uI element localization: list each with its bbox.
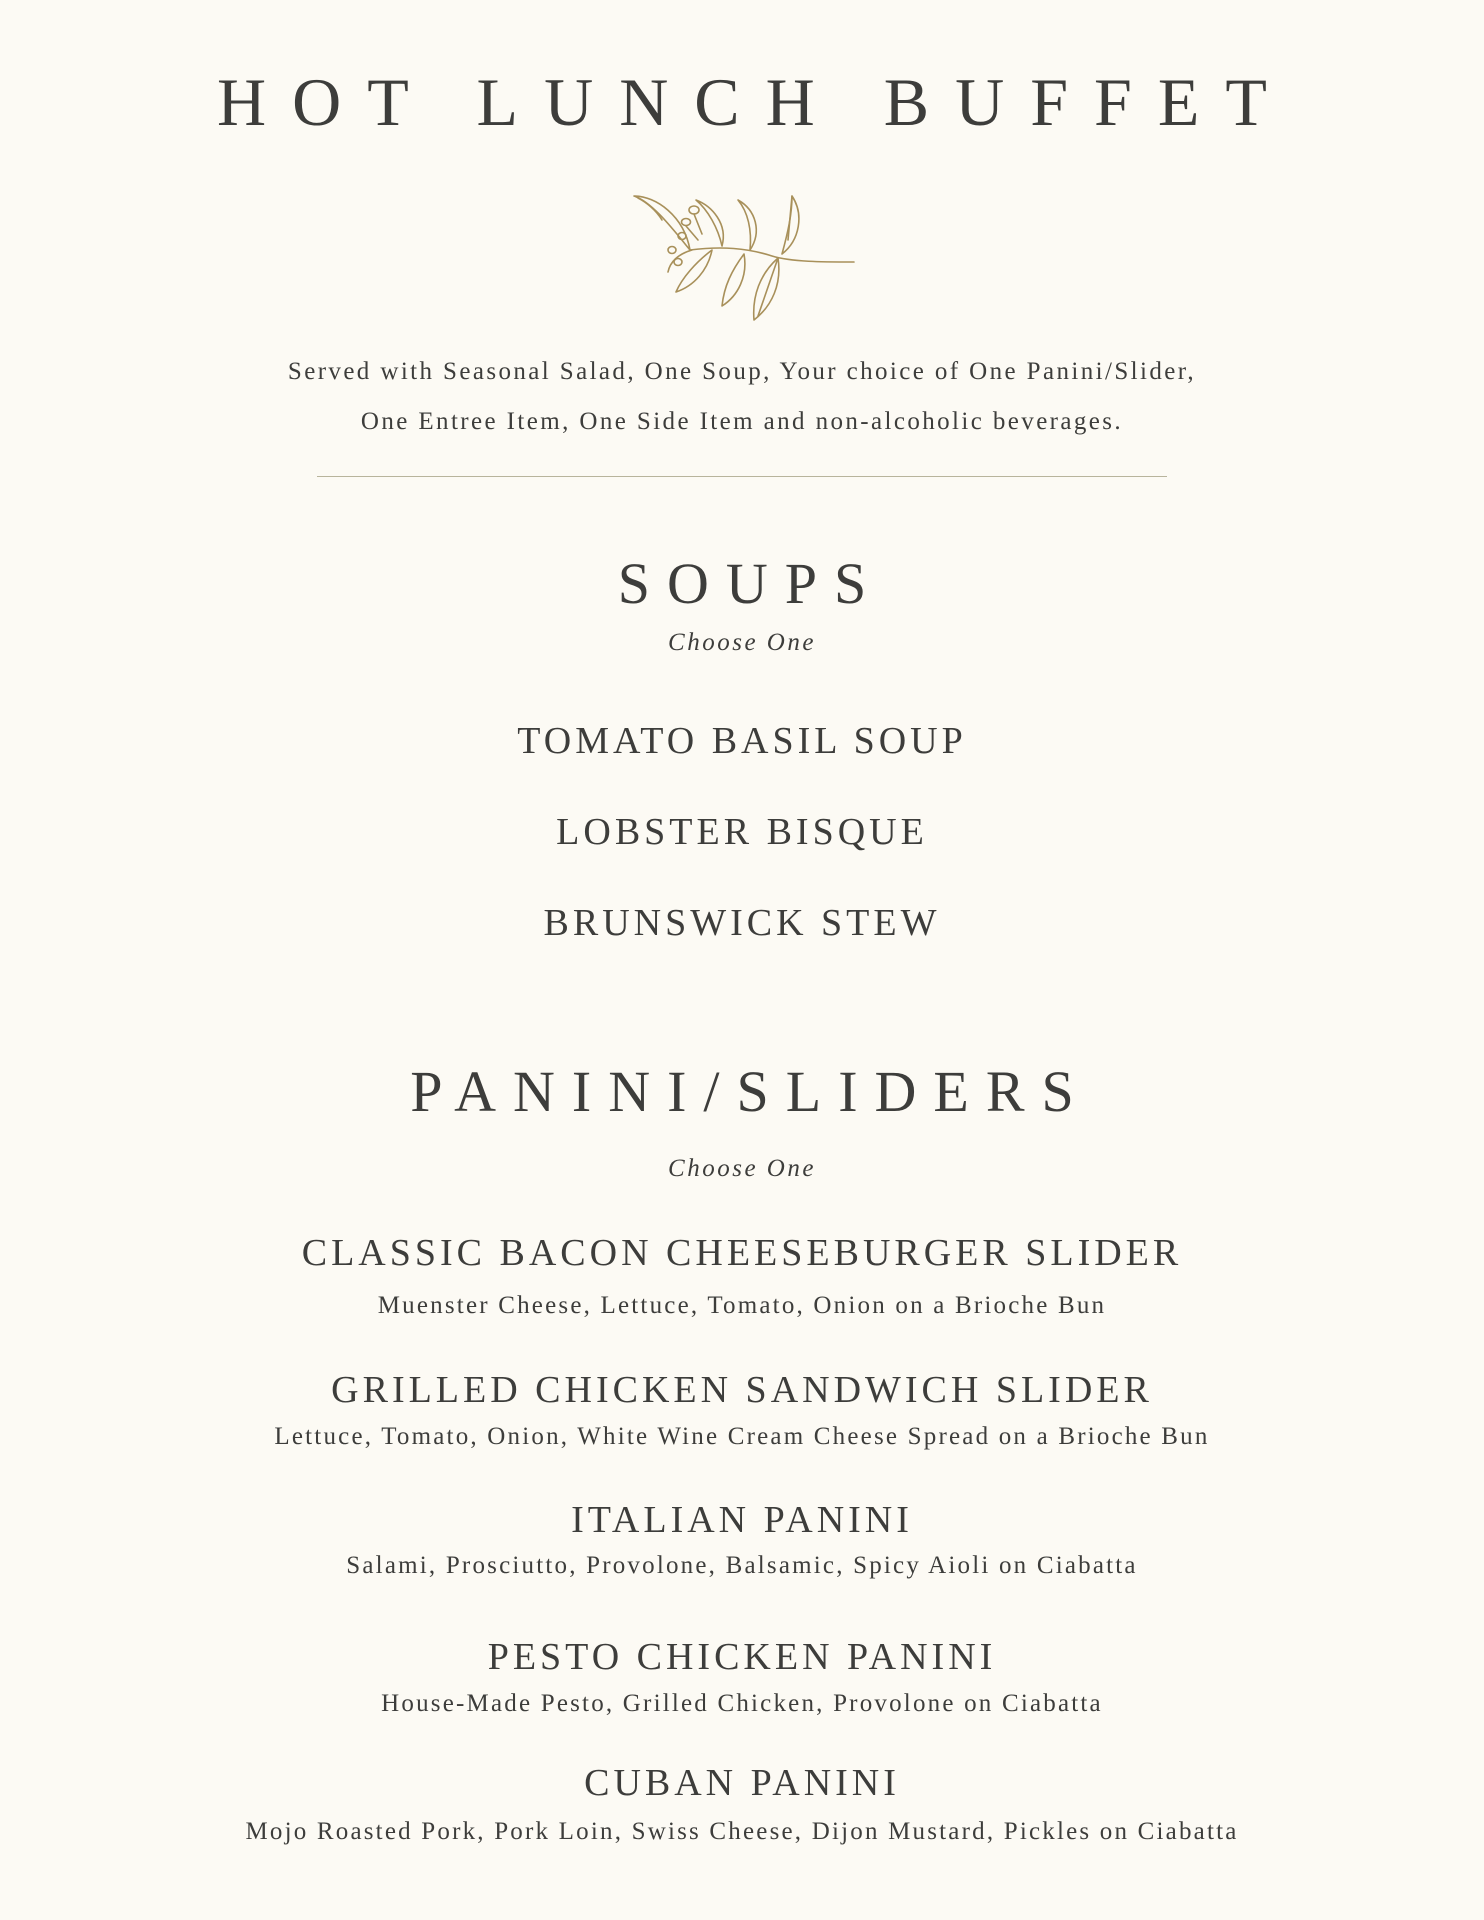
panini-item-name: PESTO CHICKEN PANINI	[487, 1636, 997, 1678]
intro-line-1: Served with Seasonal Salad, One Soup, Your choice of One Panini/Slider,	[287, 358, 1197, 385]
menu-title: HOT LUNCH BUFFET	[217, 64, 1293, 140]
panini-item-name: CLASSIC BACON CHEESEBURGER SLIDER	[301, 1232, 1183, 1274]
panini-item-name: ITALIAN PANINI	[571, 1499, 913, 1541]
section-divider	[317, 476, 1167, 477]
panini-heading: PANINI/SLIDERS	[410, 1059, 1091, 1124]
soup-item: BRUNSWICK STEW	[543, 902, 941, 944]
panini-item-description: Mojo Roasted Pork, Pork Loin, Swiss Cheese, Dijon Mustard, Pickles on Ciabatta	[245, 1818, 1239, 1845]
panini-item-description: Muenster Cheese, Lettuce, Tomato, Onion on a Brioche Bun	[377, 1292, 1107, 1319]
panini-choose-one: Choose One	[668, 1155, 816, 1182]
soup-item: TOMATO BASIL SOUP	[517, 720, 967, 762]
leaf-sprig-icon	[632, 188, 856, 322]
soup-item: LOBSTER BISQUE	[556, 811, 928, 853]
panini-item-name: CUBAN PANINI	[584, 1762, 900, 1804]
soups-heading: SOUPS	[617, 551, 884, 616]
panini-item-description: Salami, Prosciutto, Provolone, Balsamic, Spicy Aioli on Ciabatta	[346, 1552, 1138, 1579]
intro-line-2: One Entree Item, One Side Item and non-alcoholic beverages.	[360, 408, 1124, 435]
panini-item-description: House-Made Pesto, Grilled Chicken, Provolone on Ciabatta	[381, 1690, 1103, 1717]
panini-item-description: Lettuce, Tomato, Onion, White Wine Cream Cheese Spread on a Brioche Bun	[274, 1423, 1210, 1450]
soups-choose-one: Choose One	[668, 629, 816, 656]
panini-item-name: GRILLED CHICKEN SANDWICH SLIDER	[331, 1369, 1153, 1411]
